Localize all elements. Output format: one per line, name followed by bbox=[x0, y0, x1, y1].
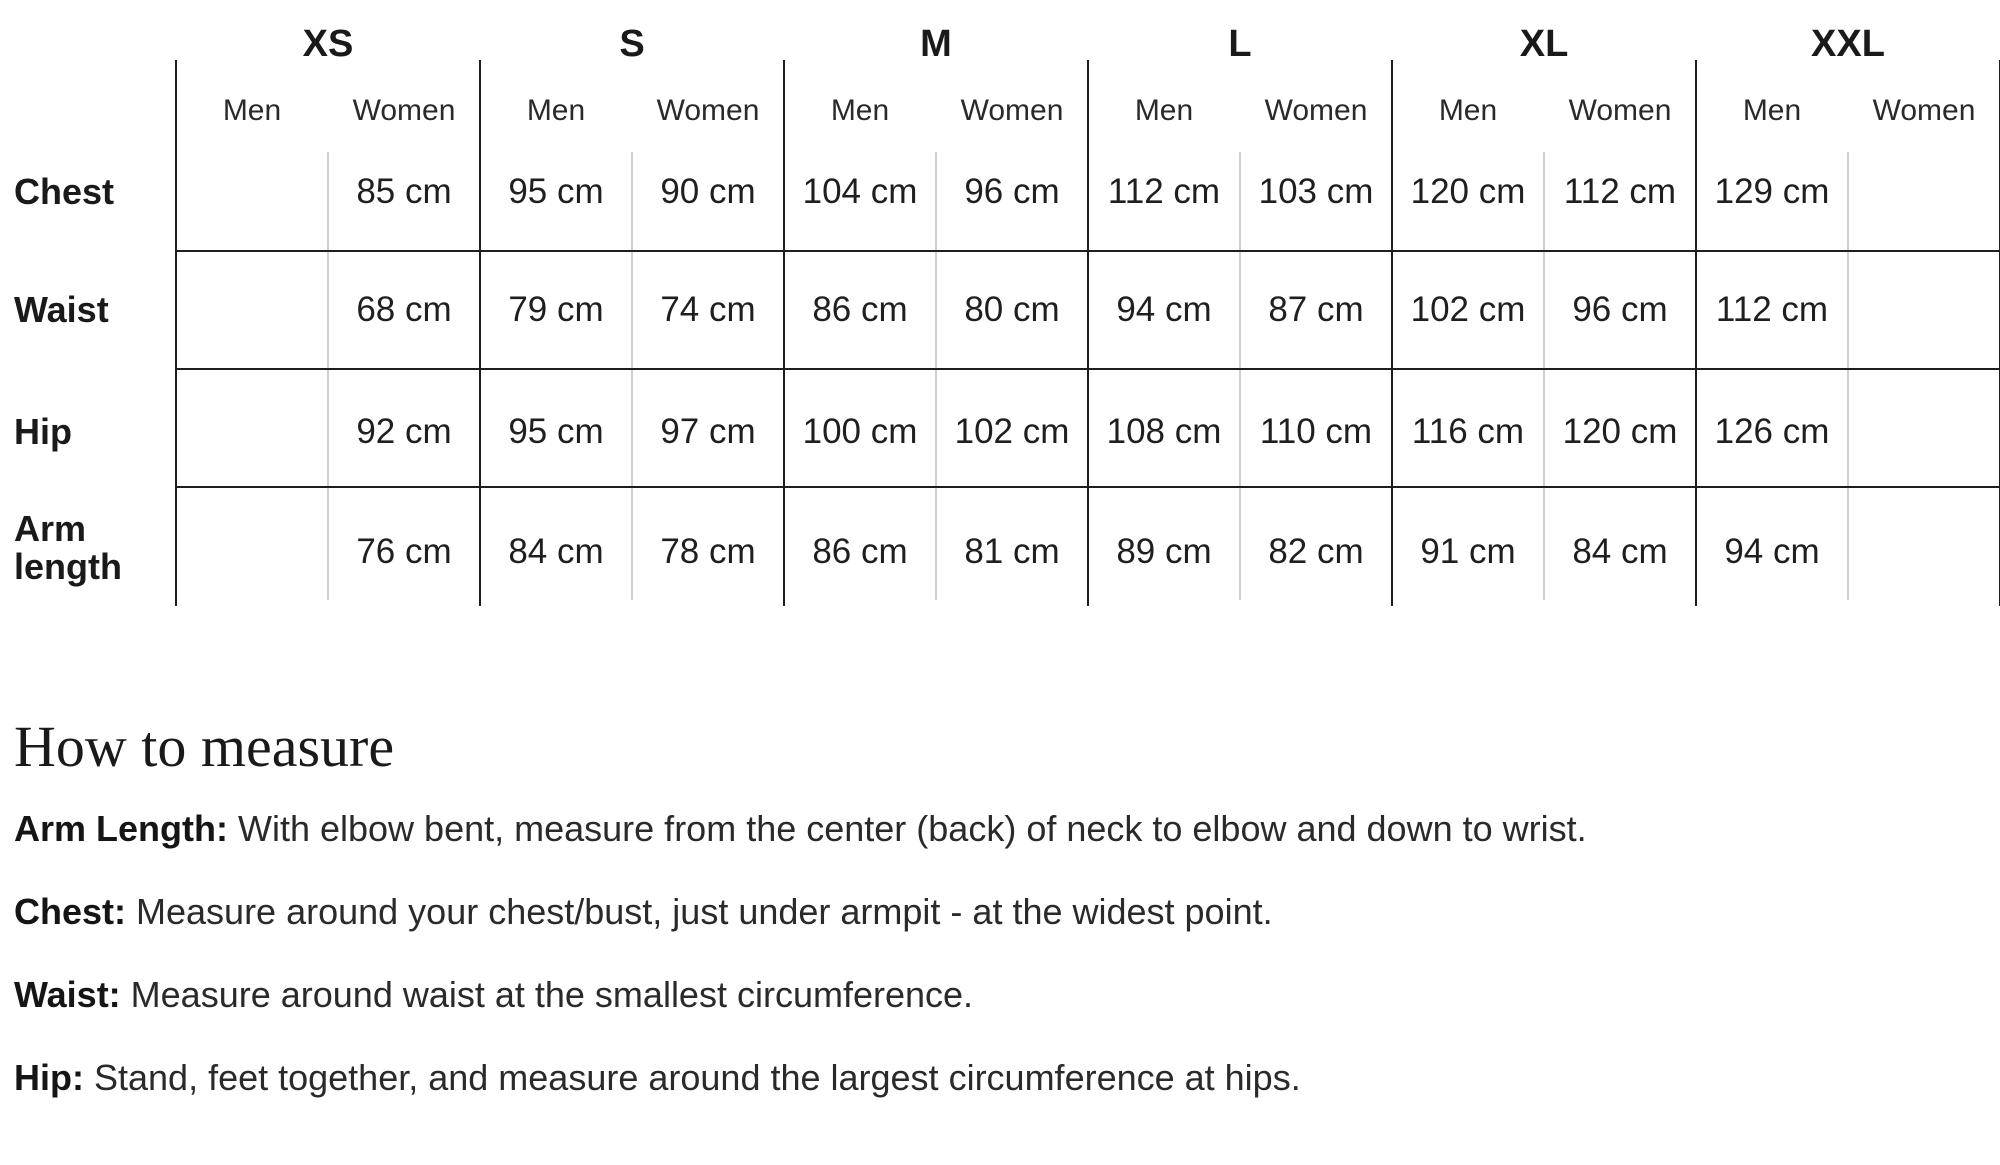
size-header-xxl: XXL bbox=[1811, 23, 1885, 65]
table-cell: 84 cm bbox=[508, 532, 604, 571]
gender-header-women: Women bbox=[960, 94, 1064, 127]
table-cell: 87 cm bbox=[1268, 290, 1364, 329]
table-cell: 76 cm bbox=[356, 532, 452, 571]
grid-line-horizontal bbox=[176, 486, 2000, 488]
table-cell: 86 cm bbox=[812, 290, 908, 329]
table-cell: 120 cm bbox=[1562, 412, 1678, 451]
table-cell: 129 cm bbox=[1714, 172, 1830, 211]
row-label-chest: Chest bbox=[14, 171, 115, 212]
gender-header-men: Men bbox=[830, 94, 890, 127]
gender-header-women: Women bbox=[656, 94, 760, 127]
instruction-hip bbox=[14, 1053, 1974, 1103]
table-cell: 68 cm bbox=[356, 290, 452, 329]
size-header-xs: XS bbox=[302, 23, 354, 65]
gender-header-men: Men bbox=[526, 94, 586, 127]
table-cell: 85 cm bbox=[356, 172, 452, 211]
size-header-m: M bbox=[920, 23, 952, 65]
instruction-text: Measure around waist at the smallest circumference. bbox=[120, 974, 974, 1015]
table-cell: 79 cm bbox=[508, 290, 604, 329]
table-cell: 110 cm bbox=[1259, 412, 1373, 451]
table-cell: 95 cm bbox=[508, 172, 604, 211]
table-cell: 112 cm bbox=[1107, 172, 1221, 211]
instruction-chest bbox=[14, 887, 1974, 937]
row-label-hip: Hip bbox=[14, 411, 72, 452]
instruction-term: Waist: bbox=[14, 974, 121, 1015]
table-cell: 116 cm bbox=[1411, 412, 1525, 451]
table-cell: 92 cm bbox=[356, 412, 452, 451]
table-cell: 95 cm bbox=[508, 412, 604, 451]
table-cell: 84 cm bbox=[1572, 532, 1668, 571]
table-cell: 96 cm bbox=[1572, 290, 1668, 329]
row-label-waist: Waist bbox=[14, 289, 109, 330]
table-cell: 94 cm bbox=[1724, 532, 1820, 571]
table-cell: 96 cm bbox=[964, 172, 1060, 211]
table-cell: 90 cm bbox=[660, 172, 756, 211]
table-cell: 100 cm bbox=[802, 412, 918, 451]
gender-header-women: Women bbox=[1568, 94, 1672, 127]
instruction-text: Stand, feet together, and measure around the largest circumference at hips. bbox=[83, 1057, 1301, 1098]
table-cell: 108 cm bbox=[1106, 412, 1222, 451]
table-cell: 112 cm bbox=[1715, 290, 1829, 329]
instruction-text: With elbow bent, measure from the center (back) of neck to elbow and down to wrist. bbox=[227, 808, 1587, 849]
grid-line-horizontal bbox=[176, 250, 2000, 252]
table-cell: 89 cm bbox=[1116, 532, 1212, 571]
instruction-term: Arm Length: bbox=[14, 808, 228, 849]
table-cell: 94 cm bbox=[1116, 290, 1212, 329]
gender-header-men: Men bbox=[222, 94, 282, 127]
how-to-measure-title: How to measure bbox=[14, 714, 395, 779]
table-cell: 82 cm bbox=[1268, 532, 1364, 571]
table-cell: 112 cm bbox=[1563, 172, 1677, 211]
table-cell: 80 cm bbox=[964, 290, 1060, 329]
table-cell: 91 cm bbox=[1420, 532, 1516, 571]
instruction-term: Hip: bbox=[14, 1057, 84, 1098]
size-header-xl: XL bbox=[1519, 23, 1569, 65]
table-cell: 78 cm bbox=[660, 532, 756, 571]
gender-header-women: Women bbox=[352, 94, 456, 127]
table-cell: 102 cm bbox=[954, 412, 1070, 451]
table-cell: 97 cm bbox=[660, 412, 756, 451]
how-to-measure-section bbox=[14, 712, 1974, 1136]
instruction-waist bbox=[14, 970, 1974, 1020]
table-cell: 104 cm bbox=[802, 172, 918, 211]
row-label-arm-length: Arm length bbox=[14, 508, 122, 587]
table-cell: 103 cm bbox=[1258, 172, 1374, 211]
gender-header-men: Men bbox=[1742, 94, 1802, 127]
instruction-text: Measure around your chest/bust, just under armpit - at the widest point. bbox=[126, 891, 1273, 932]
table-cell: 102 cm bbox=[1410, 290, 1526, 329]
gender-header-men: Men bbox=[1134, 94, 1194, 127]
gender-header-women: Women bbox=[1872, 94, 1976, 127]
table-cell: 81 cm bbox=[964, 532, 1060, 571]
table-cell: 120 cm bbox=[1410, 172, 1526, 211]
instruction-term: Chest: bbox=[14, 891, 127, 932]
instruction-arm-length bbox=[14, 804, 1974, 854]
size-header-s: S bbox=[619, 23, 645, 65]
gender-header-women: Women bbox=[1264, 94, 1368, 127]
table-cell: 86 cm bbox=[812, 532, 908, 571]
size-header-l: L bbox=[1228, 23, 1252, 65]
gender-header-men: Men bbox=[1438, 94, 1498, 127]
grid-line-major bbox=[175, 60, 177, 606]
grid-line-horizontal bbox=[176, 368, 2000, 370]
table-cell: 126 cm bbox=[1714, 412, 1830, 451]
table-cell: 74 cm bbox=[660, 290, 756, 329]
